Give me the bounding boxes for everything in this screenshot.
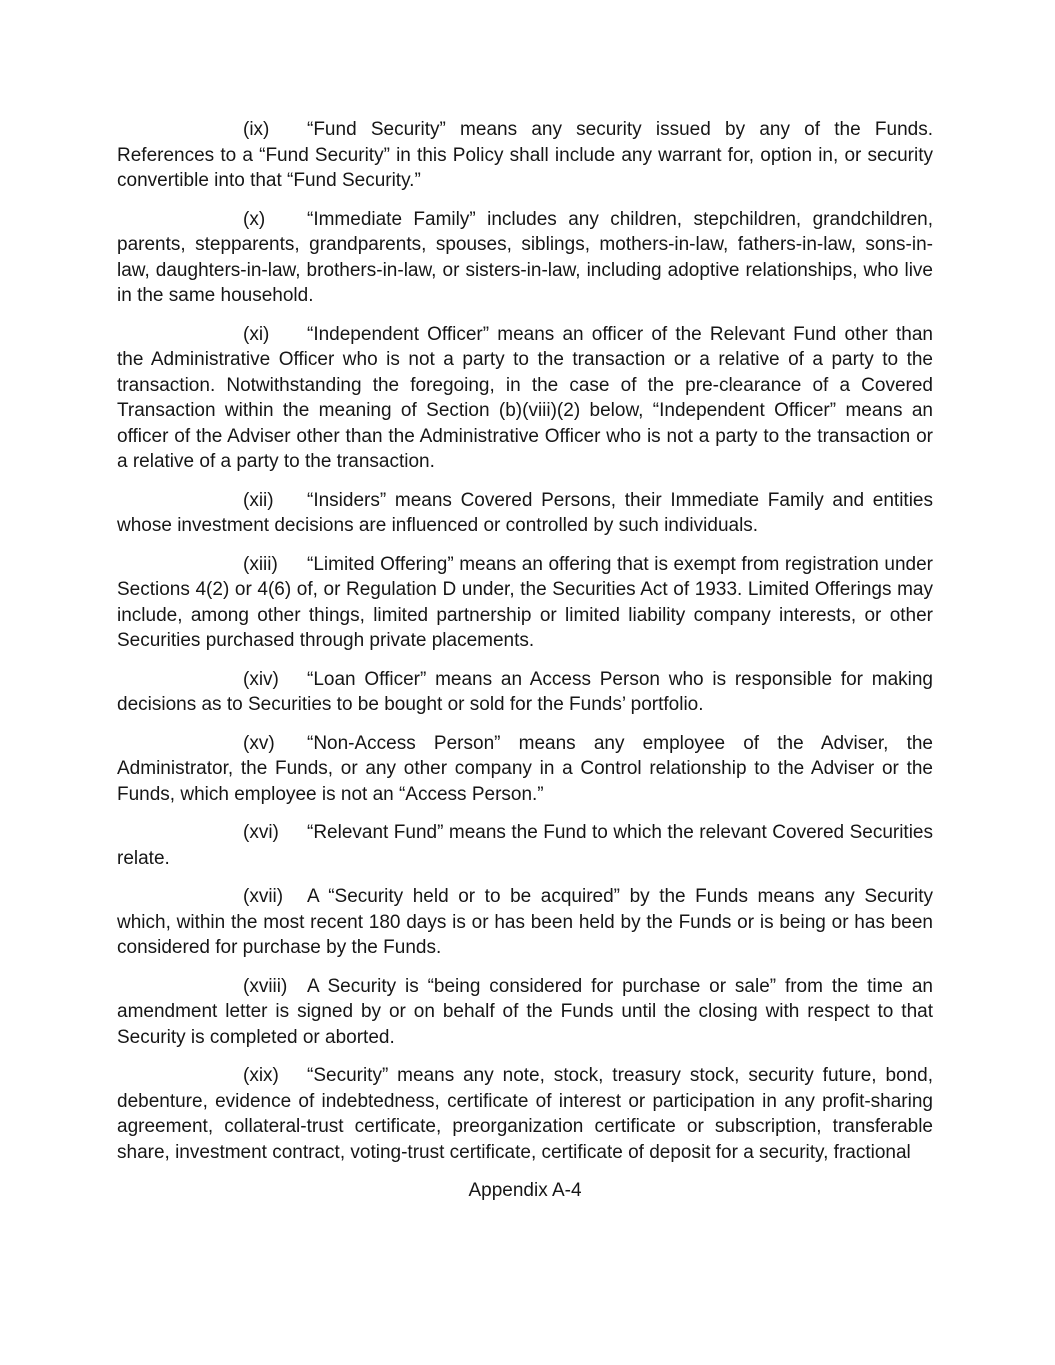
paragraph-text: “Fund Security” means any security issued by any of the Funds. References to a “Fund Security” in this Policy shall include any warrant for, option in, or security convertible into that “Fund Security.” xyxy=(117,119,933,191)
paragraph-number: (x) xyxy=(243,208,266,230)
definition-paragraph-xv xyxy=(117,731,933,808)
paragraph-text: “Independent Officer” means an officer of the Relevant Fund other than the Administrative Officer who is not a party to the transaction or a relative of a party to the transaction. Notwithstanding the foregoing, in the case of the pre-clearance of a Covered Transaction within the meaning of Section (b)(viii)(2) below, “Independent Officer” means an officer of the Adviser other than the Administrative Officer who is not a party to the transaction or a relative of a party to the transaction. xyxy=(117,323,933,472)
paragraph-number: (xvi) xyxy=(243,822,279,843)
paragraph-text: “Limited Offering” means an offering that is exempt from registration under Sections 4(2) or 4(6) of, or Regulation D under, the Securities Act of 1933. Limited Offerings may include, among other things, limited partnership or limited liability company interests, or other Securities purchased through private placements. xyxy=(117,553,933,651)
definition-paragraph-xvi xyxy=(117,820,933,871)
definition-paragraph-xiv xyxy=(117,667,933,718)
paragraph-number: (xiii) xyxy=(243,553,278,575)
paragraph-number: (xviii) xyxy=(243,975,288,997)
paragraph-text: “Security” means any note, stock, treasury stock, security future, bond, debenture, evidence of indebtedness, certificate of interest or participation in any profit-sharing agreement, collateral-trust certificate, preorganization certificate or subscription, transferable share, investment contract, voting-trust certificate, certificate of deposit for a security, fractional xyxy=(117,1065,933,1163)
paragraph-text: A “Security held or to be acquired” by the Funds means any Security which, within the most recent 180 days is or has been held by the Funds or is being or has been considered for purchase by the Funds. xyxy=(117,886,933,958)
definition-paragraph-x xyxy=(117,207,933,309)
page-footer: Appendix A-4 xyxy=(468,1180,582,1201)
paragraph-number: (xvii) xyxy=(243,886,284,907)
paragraph-text: “Immediate Family” includes any children, stepchildren, grandchildren, parents, stepparents, grandparents, spouses, siblings, mothers-in-law, fathers-in-law, sons-in-law, daughters-in-law, brothers-in-law, or sisters-in-law, including adoptive relationships, who live in the same household. xyxy=(117,208,933,306)
definition-paragraph-xii xyxy=(117,488,933,539)
paragraph-text: “Relevant Fund” means the Fund to which the relevant Covered Securities relate. xyxy=(117,822,933,869)
paragraph-number: (xv) xyxy=(243,732,275,754)
paragraph-number: (xiv) xyxy=(243,668,279,690)
paragraph-text: A Security is “being considered for purchase or sale” from the time an amendment letter is signed by or on behalf of the Funds until the closing with respect to that Security is completed or aborted. xyxy=(117,975,933,1048)
definition-paragraph-xviii xyxy=(117,974,933,1051)
definition-paragraph-xvii xyxy=(117,884,933,961)
paragraph-text: “Non-Access Person” means any employee of the Adviser, the Administrator, the Funds, or any other company in a Control relationship to the Adviser or the Funds, which employee is not an “Access Person.” xyxy=(117,732,933,805)
paragraph-text: “Insiders” means Covered Persons, their Immediate Family and entities whose investment decisions are influenced or controlled by such individuals. xyxy=(117,489,933,536)
paragraph-number: (ix) xyxy=(243,119,270,140)
definition-paragraph-xi xyxy=(117,322,933,475)
paragraph-number: (xii) xyxy=(243,489,274,511)
paragraph-number: (xix) xyxy=(243,1065,279,1086)
definition-paragraph-xiii xyxy=(117,552,933,654)
definition-paragraph-ix xyxy=(117,117,933,194)
paragraph-number: (xi) xyxy=(243,323,270,345)
definition-paragraph-xix xyxy=(117,1063,933,1165)
paragraph-text: “Loan Officer” means an Access Person who is responsible for making decisions as to Securities to be bought or sold for the Funds’ portfolio. xyxy=(117,668,933,715)
